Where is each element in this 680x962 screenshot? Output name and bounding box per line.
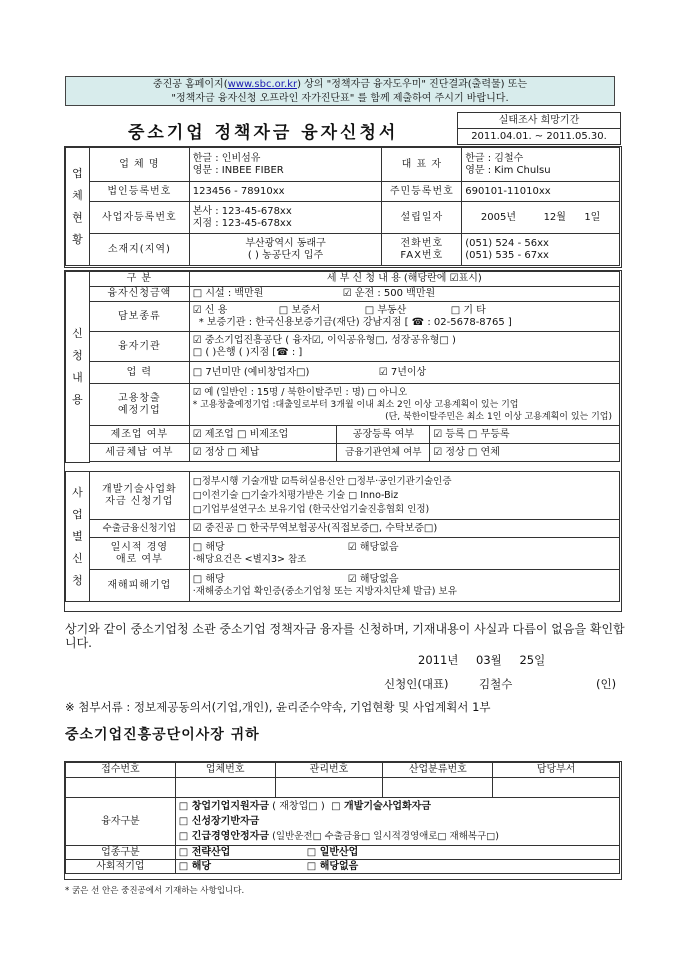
signer-label: 신청인(대표) [384,677,449,691]
years-field[interactable]: □ 7년미만 (예비창업자□) ☑ 7년이상 [189,362,619,384]
factory-field[interactable]: ☑ 등록 □ 무등록 [430,426,620,444]
management-no-cell[interactable] [275,778,383,798]
delinquency-field[interactable]: ☑ 정상 □ 연체 [430,444,620,462]
resident-reg-field[interactable]: 690101-11010xx [462,182,620,202]
phone-fax-label: 전화번호 FAX번호 [382,234,462,266]
inspection-period [457,112,621,145]
corp-reg-field[interactable]: 123456 - 78910xx [189,182,382,202]
manufacturing-label: 제조업 여부 [89,426,189,444]
social-enterprise-label: 사회적기업 [66,860,176,874]
business-table [65,471,620,602]
established-label: 설립일자 [382,202,462,234]
lender-field[interactable]: ☑ 중소기업진흥공단 ( 융자☑, 이익공유형□, 성장공유형□ ) □ ( )은행 ( )지점 [☎ : ] [189,332,619,362]
temporary-difficulty-label: 일시적 경영 애로 여부 [89,538,189,570]
category-head: 구 분 [89,272,189,287]
period-value[interactable]: 2011.04.01. ~ 2011.05.30. [458,128,620,144]
office-header-receipt: 접수번호 [66,763,176,778]
biz-reg-label: 사업자등록번호 [89,202,189,234]
established-field[interactable]: 2005년 12월 1일 [462,202,620,234]
amount-label: 융자신청금액 [89,287,189,302]
detail-head: 세 부 신 청 내 용 (해당란에 ☑표시) [189,272,619,287]
office-header-department: 담당부서 [493,763,620,778]
addressee: 중소기업진흥공단이사장 귀하 [65,727,260,743]
period-label: 실태조사 희망기간 [498,115,580,126]
apply-table [65,271,620,463]
fund-type-label: 융자구분 [66,798,176,846]
representative-field[interactable]: 한글 : 김철수 영문 : Kim Chulsu [462,148,620,182]
office-table [65,762,620,874]
collateral-label: 담보종류 [89,302,189,332]
declaration-text: 상기와 같이 중소기업청 소관 중소기업 정책자금 융자를 신청하며, 기재내용이 사실과 다름이 없음을 확인합니다. [65,622,625,650]
employment-label: 고용창출 예정기업 [89,384,189,426]
fund-type-field[interactable]: □ 창업기업지원자금 ( 재창업□ ) □ 개발기술사업화자금 □ 신성장기반자금 □ 긴급경영안정자금 (일반운전□ 수출금융□ 일시적경영애로□ 재해복구□) [175,798,619,846]
resident-reg-label: 주민등록번호 [382,182,462,202]
notice-line-2: "정책자금 융자신청 오프라인 자가진단표" 를 함께 제출하여 주시기 바랍니다. [171,93,509,104]
tech-fund-field[interactable]: □정부시행 기술개발 ☑특허실용신안 □정부·공인기관기술인증 □이전기술 □기술가치평가받은 기술 □ Inno-Biz □기업부설연구소 보유기업 (한국산업기술진흥협회 인정) [189,472,619,520]
department-cell[interactable] [493,778,620,798]
notice-line-1: 중진공 홈페이지(www.sbc.or.kr) 상의 "정책자금 융자도우미" 진단결과(출력물) 또는 [152,79,528,90]
apply-section-label: 신 청 내 용 [66,272,90,463]
company-section-label: 업 체 현 황 [66,148,90,266]
tax-field[interactable]: ☑ 정상 □ 체납 [189,444,337,462]
representative-label: 대 표 자 [382,148,462,182]
signer-name[interactable]: 김철수 [479,677,513,691]
address-label: 소재지(지역) [89,234,189,266]
industry-no-cell[interactable] [383,778,493,798]
address-field[interactable]: 부산광역시 동래구 ( ) 농공단지 입주 [189,234,382,266]
attachments-note: ※ 첨부서류 : 정보제공동의서(기업,개인), 윤리준수약속, 기업현황 및 사업계획서 1부 [65,700,491,714]
collateral-other[interactable]: □ 기 타 [450,304,486,316]
lender-label: 융자기관 [89,332,189,362]
temporary-difficulty-field[interactable]: □ 해당 ☑ 해당없음 ·해당요건은 <별지3> 참조 [189,538,619,570]
company-no-cell[interactable] [175,778,275,798]
collateral-credit[interactable]: ☑ 신 용 [192,304,228,316]
form-title: 중소기업 정책자금 융자신청서 [128,123,399,143]
years-label: 업 력 [89,362,189,384]
disaster-field[interactable]: □ 해당 ☑ 해당없음 ·재해중소기업 확인증(중소기업청 또는 지방자치단체 발급) 보유 [189,570,619,602]
office-header-company-no: 업체번호 [175,763,275,778]
factory-label: 공장등록 여부 [337,426,430,444]
biz-reg-field[interactable]: 본사 : 123-45-678xx 지점 : 123-45-678xx [189,202,382,234]
tech-fund-label: 개발기술사업화 자금 신청기업 [89,472,189,520]
company-table [65,147,620,266]
collateral-guarantee[interactable]: □ 보증서 [278,304,321,316]
footnote: * 굵은 선 안은 중진공에서 기재하는 사항입니다. [65,886,245,896]
social-enterprise-field[interactable]: □ 해당 □ 해당없음 [175,860,619,874]
seal-mark: (인) [596,677,617,691]
employment-field[interactable]: ☑ 예 (일반인 : 15명 / 북한이탈주민 : 명) □ 아니오 * 고용창출예정기업 :대출일로부터 3개월 이내 최소 2인 이상 고용계획이 있는 기업 (단, 북한이탈주민은 최소 1인 이상 고용계획이 있는 기업) [189,384,619,426]
collateral-field[interactable] [189,302,619,332]
notice-box [65,76,615,106]
company-name-field[interactable]: 한글 : 인비섬유 영문 : INBEE FIBER [189,148,382,182]
amount-field[interactable]: □ 시설 : 백만원 ☑ 운전 : 500 백만원 [189,287,619,302]
guarantee-agency[interactable]: * 보증기관 : 한국신용보증기금(재단) 강남지점 [ ☎ : 02-5678-8765 ] [198,316,512,328]
company-name-label: 업 체 명 [89,148,189,182]
tax-label: 세금체납 여부 [89,444,189,462]
office-header-management-no: 관리번호 [275,763,383,778]
corp-reg-label: 법인등록번호 [89,182,189,202]
phone-fax-field[interactable]: (051) 524 - 56xx (051) 535 - 67xx [462,234,620,266]
collateral-realestate[interactable]: □ 부동산 [364,304,407,316]
receipt-cell[interactable] [66,778,176,798]
application-date[interactable]: 2011년 03월 25일 [418,653,546,667]
export-field[interactable]: ☑ 중진공 □ 한국무역보험공사(직접보증□, 수탁보증□) [189,520,619,538]
business-section-label: 사 업 별 신 청 [66,472,90,602]
delinquency-label: 금융기관연체 여부 [337,444,430,462]
manufacturing-field[interactable]: ☑ 제조업 □ 비제조업 [189,426,337,444]
industry-type-field[interactable]: □ 전략산업 □ 일반산업 [175,846,619,860]
website-link[interactable]: www.sbc.or.kr [227,79,298,90]
office-header-industry-no: 산업분류번호 [383,763,493,778]
disaster-label: 재해피해기업 [89,570,189,602]
industry-type-label: 업종구분 [66,846,176,860]
export-label: 수출금융신청기업 [89,520,189,538]
